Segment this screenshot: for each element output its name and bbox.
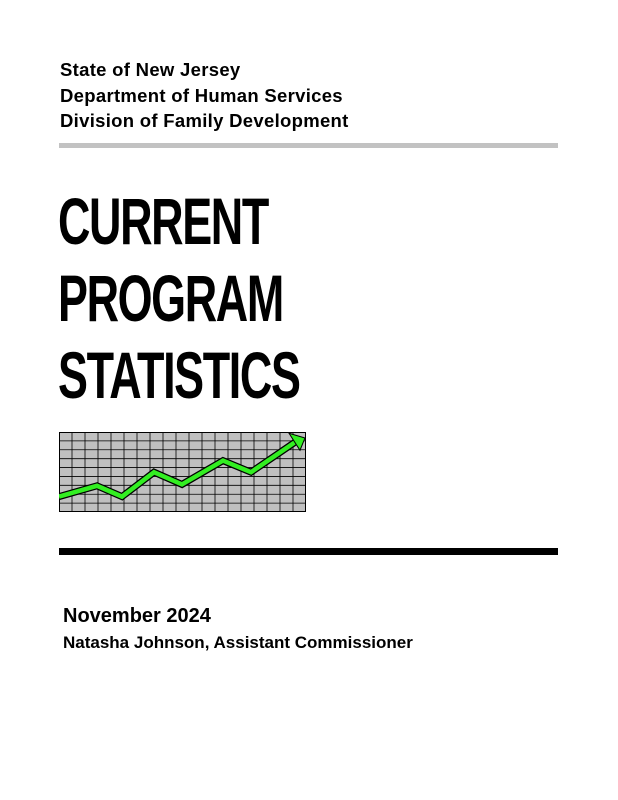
commissioner-name: Natasha Johnson, Assistant Commissioner bbox=[63, 633, 413, 652]
division-name: Division of Family Development bbox=[60, 110, 349, 131]
department-name: Department of Human Services bbox=[60, 84, 343, 106]
trend-chart-icon bbox=[59, 432, 306, 512]
gray-divider bbox=[59, 143, 558, 148]
report-date: November 2024 bbox=[63, 605, 211, 627]
chart-grid-background bbox=[60, 433, 306, 512]
report-title bbox=[58, 183, 413, 414]
title-line-2: PROGRAM bbox=[58, 261, 283, 335]
title-line-1: CURRENT bbox=[58, 184, 268, 258]
state-name: State of New Jersey bbox=[60, 59, 241, 80]
black-divider bbox=[59, 548, 558, 555]
agency-block bbox=[60, 57, 349, 134]
title-line-3: STATISTICS bbox=[58, 338, 300, 412]
